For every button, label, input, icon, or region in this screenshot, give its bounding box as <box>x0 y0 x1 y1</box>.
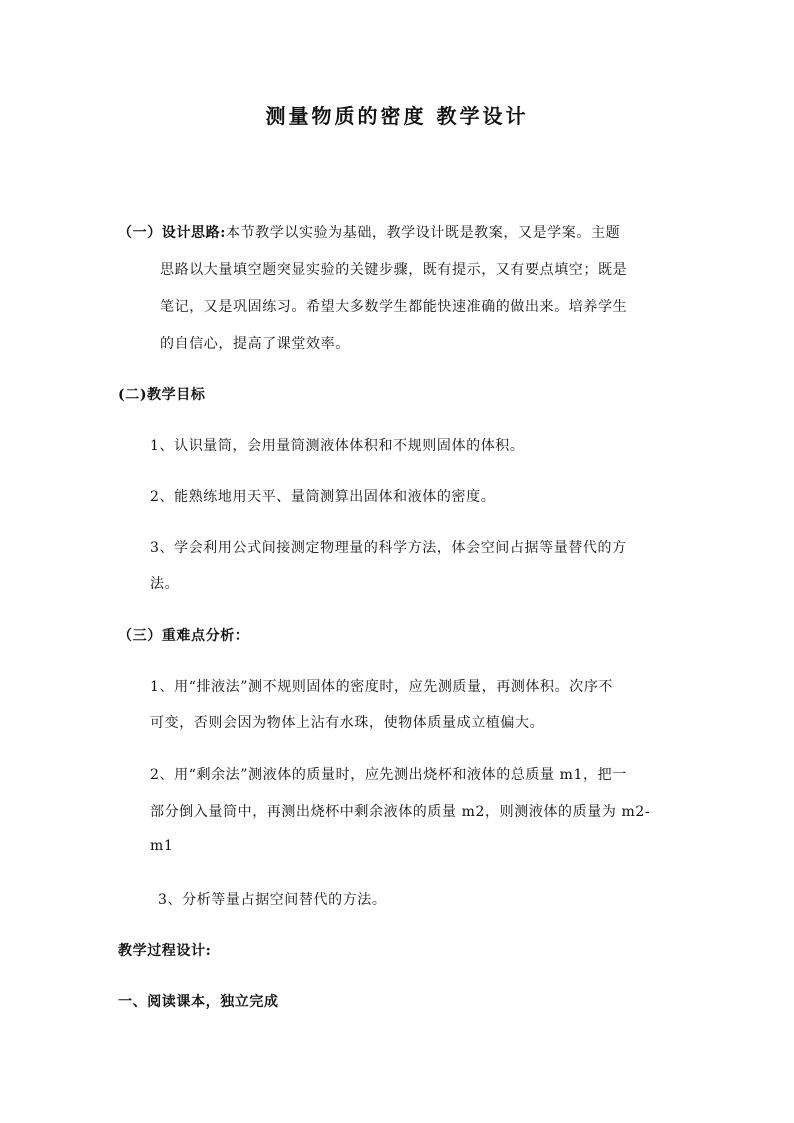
design-idea-heading: （一）设计思路: <box>118 225 226 241</box>
teaching-process-heading: 教学过程设计: <box>118 943 212 959</box>
document-title: 测量物质的密度 教学设计 <box>265 104 529 128</box>
key-point-2-line-2: 部分倒入量筒中，再测出烧杯中剩余液体的质量 m2，则测液体的质量为 m2- <box>150 804 651 820</box>
part-one-heading: 一、阅读课本，独立完成 <box>118 994 279 1010</box>
teaching-goals-heading: (二)教学目标 <box>118 387 206 403</box>
key-point-1-line-1: 1、用“排液法”测不规则固体的密度时，应先测质量，再测体积。次序不 <box>150 679 614 695</box>
teaching-goal-3-line-2: 法。 <box>150 576 180 592</box>
design-idea-paragraph-line-3: 笔记，又是巩固练习。希望大多数学生都能快速准确的做出来。培养学生 <box>160 299 628 315</box>
key-point-3: 3、分析等量占据空间替代的方法。 <box>158 892 387 908</box>
key-point-1-line-2: 可变，否则会因为物体上沾有水珠，使物体质量成立植偏大。 <box>150 715 545 731</box>
teaching-goal-1: 1、认识量筒，会用量筒测液体体积和不规则固体的体积。 <box>150 438 525 454</box>
key-points-heading: （三）重难点分析： <box>118 628 250 644</box>
teaching-goal-2: 2、能熟练地用天平、量筒测算出固体和液体的密度。 <box>150 489 496 505</box>
teaching-goal-3-line-1: 3、学会利用公式间接测定物理量的科学方法，体会空间占据等量替代的方 <box>150 540 627 556</box>
design-idea-text: 本节教学以实验为基础，教学设计既是教案，又是学案。主题 <box>225 225 621 241</box>
design-idea-paragraph-line-1 <box>118 222 620 242</box>
key-point-2-line-1: 2、用“剩余法”测液体的质量时，应先测出烧杯和液体的总质量 m1，把一 <box>150 767 627 783</box>
design-idea-paragraph-line-2: 思路以大量填空题突显实验的关键步骤，既有提示，又有要点填空；既是 <box>160 262 628 278</box>
design-idea-paragraph-line-4: 的自信心，提高了课堂效率。 <box>160 336 350 352</box>
key-point-2-line-3: m1 <box>150 838 174 854</box>
